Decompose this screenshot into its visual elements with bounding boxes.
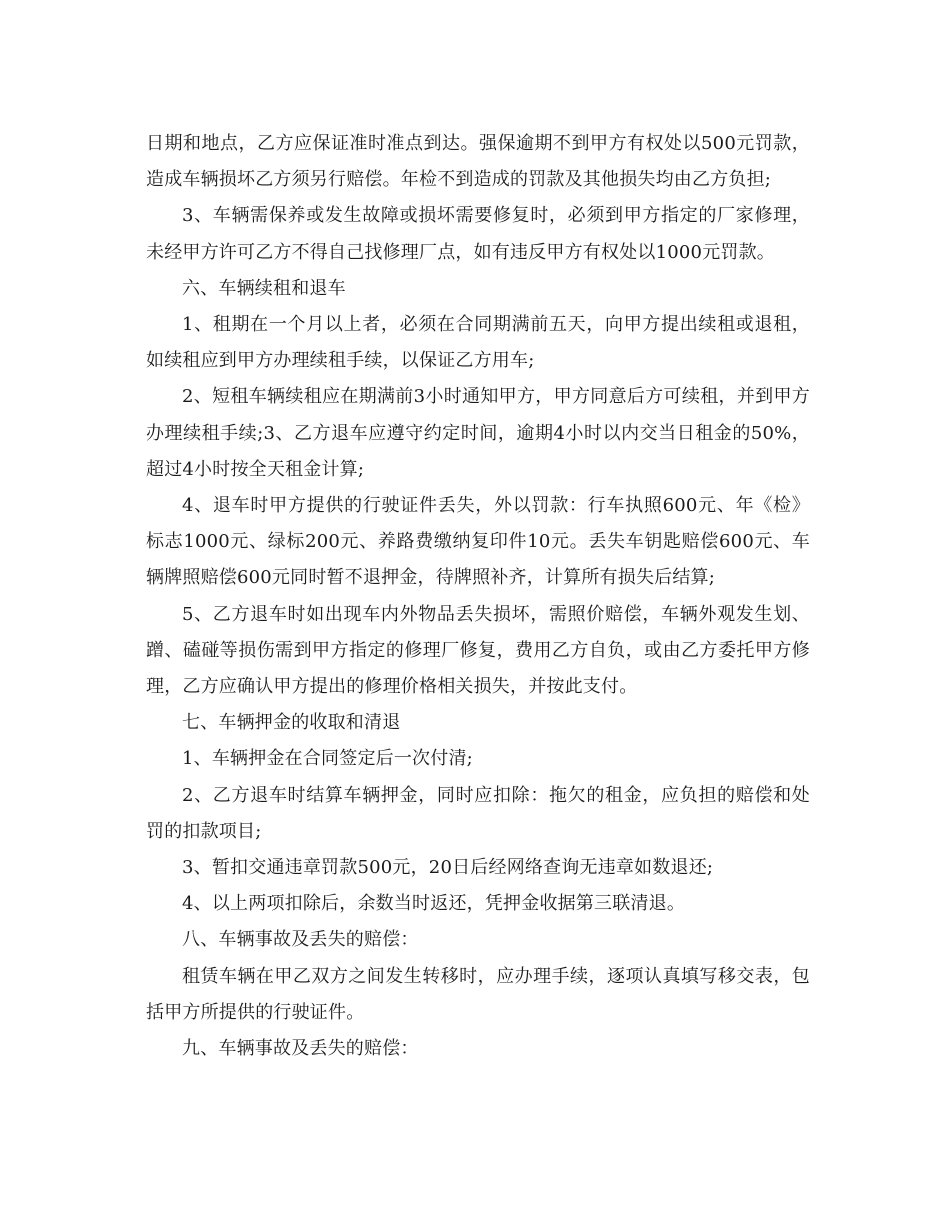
paragraph-item-1-deposit: 1、车辆押金在合同签定后一次付清; bbox=[182, 748, 473, 770]
section-heading-8: 八、车辆事故及丢失的赔偿： bbox=[182, 929, 419, 951]
section-heading-9: 九、车辆事故及丢失的赔偿： bbox=[182, 1038, 419, 1060]
paragraph-item-3-traffic-fine: 3、暂扣交通违章罚款500元，20日后经网络查询无违章如数退还; bbox=[182, 857, 714, 879]
section-heading-6: 六、车辆续租和退车 bbox=[182, 277, 346, 299]
paragraph-item-2-settlement: 2、乙方退车时结算车辆押金，同时应扣除：拖欠的租金，应负担的赔偿和处罚的扣款项目; bbox=[146, 784, 810, 842]
paragraph-item-2-short-term: 2、短租车辆续租应在期满前3小时通知甲方，甲方同意后方可续租，并到甲方办理续租手续;3、乙方退车应遵守约定时间，逾期4小时以内交当日租金的50%，超过4小时按全天租金计算; bbox=[146, 386, 810, 480]
document-body bbox=[146, 126, 810, 1067]
paragraph-item-5-damage: 5、乙方退车时如出现车内外物品丢失损坏，需照价赔偿，车辆外观发生划、蹭、磕碰等损伤需到甲方指定的修理厂修复，费用乙方自负，或由乙方委托甲方修理，乙方应确认甲方提出的修理价格相关损失，并按此支付。 bbox=[146, 603, 810, 698]
paragraph-continuation: 日期和地点，乙方应保证准时准点到达。强保逾期不到甲方有权处以500元罚款，造成车辆损坏乙方须另行赔偿。年检不到造成的罚款及其他损失均由乙方负担; bbox=[146, 133, 810, 191]
section-heading-7: 七、车辆押金的收取和清退 bbox=[182, 712, 401, 734]
paragraph-item-4-refund: 4、以上两项扣除后，余数当时返还，凭押金收据第三联清退。 bbox=[182, 893, 686, 915]
paragraph-item-1-renewal: 1、租期在一个月以上者，必须在合同期满前五天，向甲方提出续租或退租，如续租应到甲方办理续租手续，以保证乙方用车; bbox=[146, 314, 810, 372]
paragraph-item-3-maintenance: 3、车辆需保养或发生故障或损坏需要修复时，必须到甲方指定的厂家修理，未经甲方许可乙方不得自己找修理厂点，如有违反甲方有权处以1000元罚款。 bbox=[146, 205, 810, 263]
paragraph-handover: 租赁车辆在甲乙双方之间发生转移时，应办理手续，逐项认真填写移交表，包括甲方所提供的行驶证件。 bbox=[146, 965, 810, 1023]
paragraph-item-4-lost-documents: 4、退车时甲方提供的行驶证件丢失，外以罚款：行车执照600元、年《检》标志1000元、绿标200元、养路费缴纳复印件10元。丢失车钥匙赔偿600元、车辆牌照赔偿600元同时暂不退押金，待牌照补齐，计算所有损失后结算; bbox=[146, 495, 810, 589]
